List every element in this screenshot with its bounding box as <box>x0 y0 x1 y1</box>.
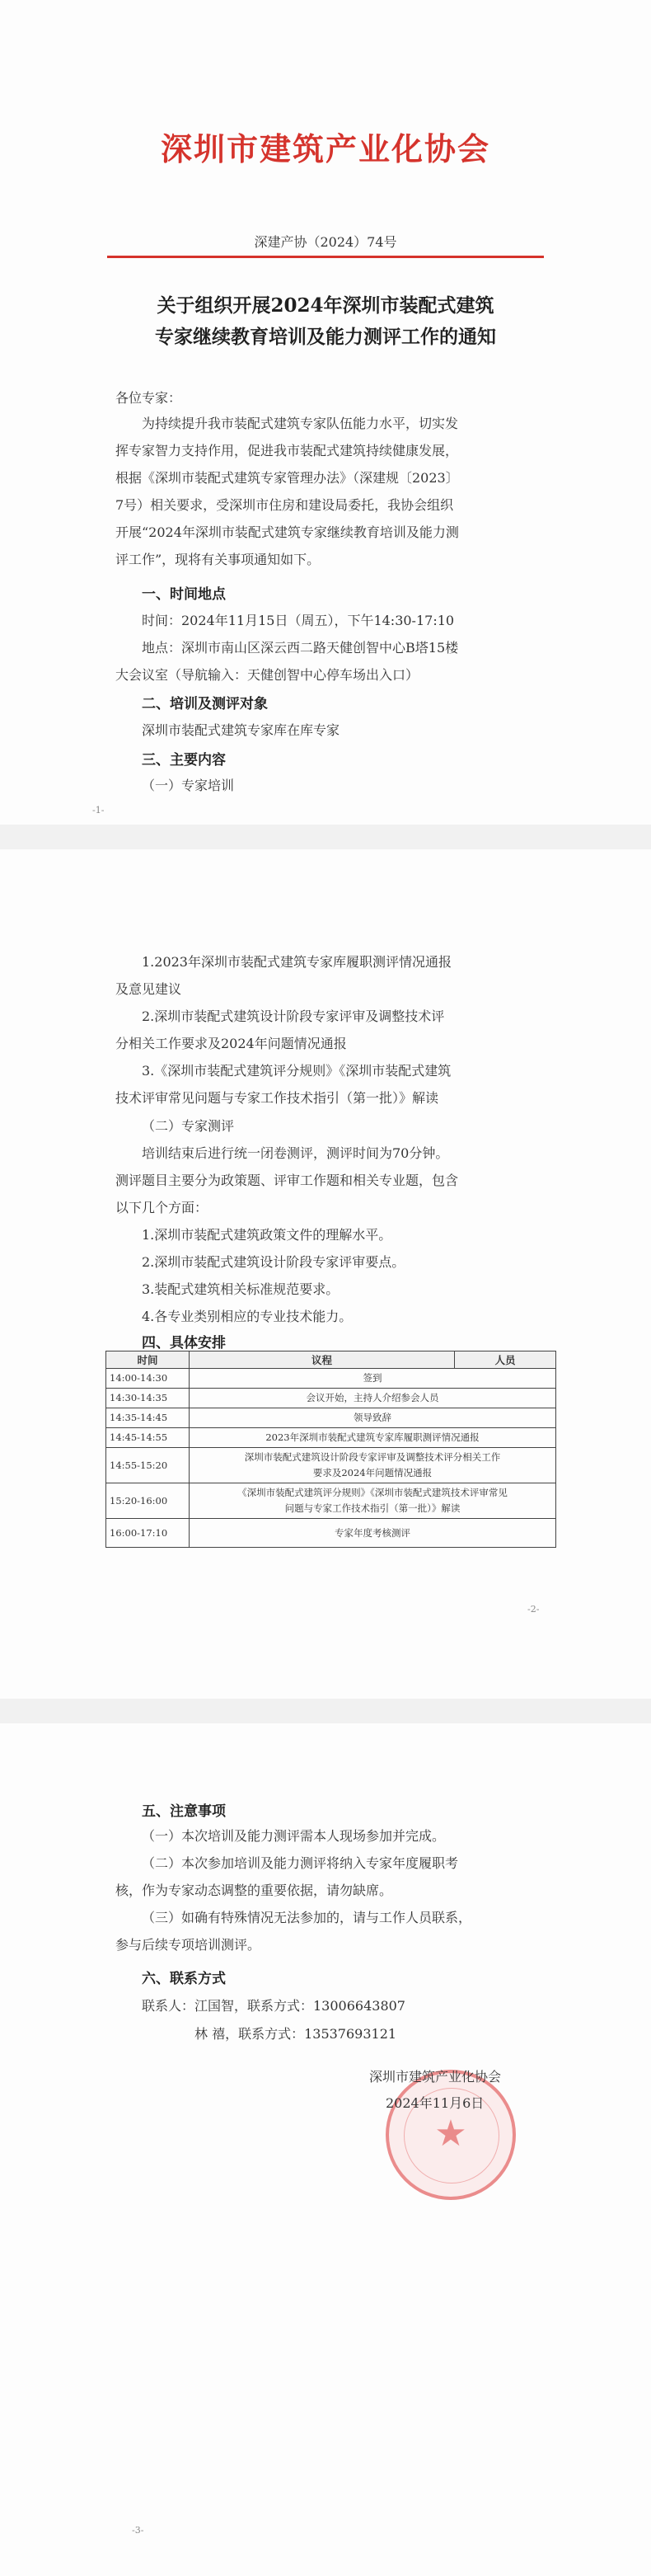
paragraph-line: 7号）相关要求，受深圳市住房和建设局委托，我协会组织 <box>115 497 454 513</box>
agenda-cell <box>190 1408 556 1428</box>
signature-organization: 深圳市建筑产业化协会 <box>369 2069 502 2085</box>
subsection-heading: （一）专家培训 <box>142 778 235 793</box>
official-seal <box>386 2070 516 2200</box>
time-cell: 14:35-14:45 <box>106 1408 190 1428</box>
place-line: 地点：深圳市南山区深云西二路天健创智中心B塔15楼 <box>142 640 459 656</box>
paragraph-line: 为持续提升我市装配式建筑专家队伍能力水平，切实发 <box>142 416 459 431</box>
agenda-cell <box>190 1428 556 1448</box>
paragraph-line: 开展“2024年深圳市装配式建筑专家继续教育培训及能力测 <box>115 524 459 540</box>
table-row <box>106 1408 556 1428</box>
table-row <box>106 1389 556 1408</box>
paragraph-line: 评工作”，现将有关事项通知如下。 <box>115 552 321 567</box>
agenda-line: 会议开始，主持人介绍参会人员 <box>306 1392 439 1403</box>
agenda-line: 深圳市装配式建筑设计阶段专家评审及调整技术评分相关工作 <box>244 1451 501 1463</box>
agenda-cell <box>190 1389 556 1408</box>
time-cell: 14:30-14:35 <box>106 1389 190 1408</box>
agenda-cell <box>190 1448 556 1483</box>
title-line: 关于组织开展2024年深圳市装配式建筑 <box>157 294 494 317</box>
table-row <box>106 1369 556 1389</box>
paragraph-line: 技术评审常见问题与专家工作技术指引（第一批）》解读 <box>115 1090 439 1106</box>
agenda-cell <box>190 1519 556 1548</box>
time-cell: 14:45-14:55 <box>106 1428 190 1448</box>
page-number: -1- <box>92 805 105 816</box>
intro-paragraph <box>115 410 544 573</box>
paragraph-line: 2.深圳市装配式建筑设计阶段专家评审及调整技术评 <box>142 1008 445 1024</box>
section-heading: 四、具体安排 <box>142 1335 226 1351</box>
schedule-table <box>105 1351 556 1548</box>
page-1 <box>0 0 651 825</box>
time-cell: 14:55-15:20 <box>106 1448 190 1483</box>
page-2 <box>0 849 651 1699</box>
agenda-line: 专家年度考核测评 <box>335 1526 410 1539</box>
section-heading: 一、时间地点 <box>142 586 226 603</box>
page-number: -3- <box>132 2525 144 2536</box>
contact-line: 联系人：江国智，联系方式：13006643807 <box>142 1998 405 2014</box>
red-divider <box>107 256 544 258</box>
agenda-cell <box>190 1369 556 1389</box>
list-item: 3.装配式建筑相关标准规范要求。 <box>142 1281 340 1297</box>
contact-line: 林 禧，联系方式：13537693121 <box>194 2026 397 2042</box>
document-number: 深建产协（2024）74号 <box>254 234 397 250</box>
agenda-line: 《深圳市装配式建筑评分规则》《深圳市装配式建筑技术评审常见 <box>237 1487 508 1498</box>
place-line: 大会议室（导航输入：天健创智中心停车场出入口） <box>115 667 419 683</box>
paragraph-line: 分相关工作要求及2024年问题情况通报 <box>115 1036 347 1051</box>
section-heading: 五、注意事项 <box>142 1803 226 1820</box>
notes-paragraph <box>115 1822 544 1958</box>
star-icon: ★ <box>434 2113 467 2155</box>
agenda-line: 问题与专家工作技术指引（第一批）》解读 <box>284 1502 461 1514</box>
paragraph-line: 测评题目主要分为政策题、评审工作题和相关专业题，包含 <box>115 1173 459 1188</box>
list-item: 2.深圳市装配式建筑设计阶段专家评审要点。 <box>142 1254 405 1270</box>
paragraph-line: 核，作为专家动态调整的重要依据，请勿缺席。 <box>115 1883 393 1898</box>
paragraph-line: 挥专家智力支持作用，促进我市装配式建筑持续健康发展， <box>115 443 459 458</box>
agenda-line: 领导致辞 <box>354 1412 391 1423</box>
paragraph-line: 及意见建议 <box>115 981 182 997</box>
list-item: 4.各专业类别相应的专业技术能力。 <box>142 1309 353 1324</box>
agenda-line: 2023年深圳市装配式建筑专家库履职测评情况通报 <box>265 1431 480 1443</box>
table-header-row <box>106 1351 556 1369</box>
section-heading: 三、主要内容 <box>142 752 226 769</box>
table-row <box>106 1519 556 1548</box>
time-cell: 15:20-16:00 <box>106 1483 190 1519</box>
column-header: 人员 <box>455 1351 556 1369</box>
agenda-cell <box>190 1483 556 1519</box>
paragraph-line: 3.《深圳市装配式建筑评分规则》《深圳市装配式建筑 <box>142 1063 452 1079</box>
page-number: -2- <box>527 1604 540 1615</box>
paragraph-line: 1.2023年深圳市装配式建筑专家库履职测评情况通报 <box>142 954 452 970</box>
page-gap <box>0 825 651 849</box>
title-line: 专家继续教育培训及能力测评工作的通知 <box>155 326 496 348</box>
target-line: 深圳市装配式建筑专家库在库专家 <box>142 722 340 738</box>
paragraph-line: （三）如确有特殊情况无法参加的，请与工作人员联系， <box>142 1910 472 1925</box>
letterhead-title: 深圳市建筑产业化协会 <box>160 130 490 167</box>
paragraph-line: 参与后续专项培训测评。 <box>115 1937 261 1953</box>
evaluation-paragraph <box>115 1140 544 1221</box>
column-header: 时间 <box>106 1351 190 1369</box>
paragraph-line: 培训结束后进行统一闭卷测评，测评时间为70分钟。 <box>142 1145 449 1161</box>
section-heading: 六、联系方式 <box>142 1971 226 1987</box>
page-gap <box>0 1699 651 1723</box>
subsection-heading: （二）专家测评 <box>142 1118 235 1134</box>
table-row <box>106 1448 556 1483</box>
paragraph-line: 以下几个方面： <box>115 1200 208 1215</box>
agenda-line: 要求及2024年问题情况通报 <box>312 1467 433 1478</box>
time-line: 时间：2024年11月15日（周五），下午14:30-17:10 <box>142 613 455 628</box>
list-item: 1.深圳市装配式建筑政策文件的理解水平。 <box>142 1227 392 1243</box>
time-cell: 14:00-14:30 <box>106 1369 190 1389</box>
time-cell: 16:00-17:10 <box>106 1519 190 1548</box>
table-row <box>106 1483 556 1519</box>
table-row <box>106 1428 556 1448</box>
training-items <box>115 948 544 1112</box>
paragraph-line: （一）本次培训及能力测评需本人现场参加并完成。 <box>142 1828 446 1844</box>
evaluation-items <box>115 1221 544 1330</box>
paragraph-line: （二）本次参加培训及能力测评将纳入专家年度履职考 <box>142 1855 459 1871</box>
agenda-line: 签到 <box>363 1372 382 1384</box>
page-3 <box>0 1723 651 2576</box>
notice-title <box>0 290 651 353</box>
section-heading: 二、培训及测评对象 <box>142 696 268 712</box>
salutation: 各位专家： <box>115 390 182 406</box>
signature-date: 2024年11月6日 <box>386 2095 485 2111</box>
column-header: 议程 <box>190 1351 455 1369</box>
paragraph-line: 根据《深圳市装配式建筑专家管理办法》（深建规〔2023〕 <box>115 470 459 486</box>
